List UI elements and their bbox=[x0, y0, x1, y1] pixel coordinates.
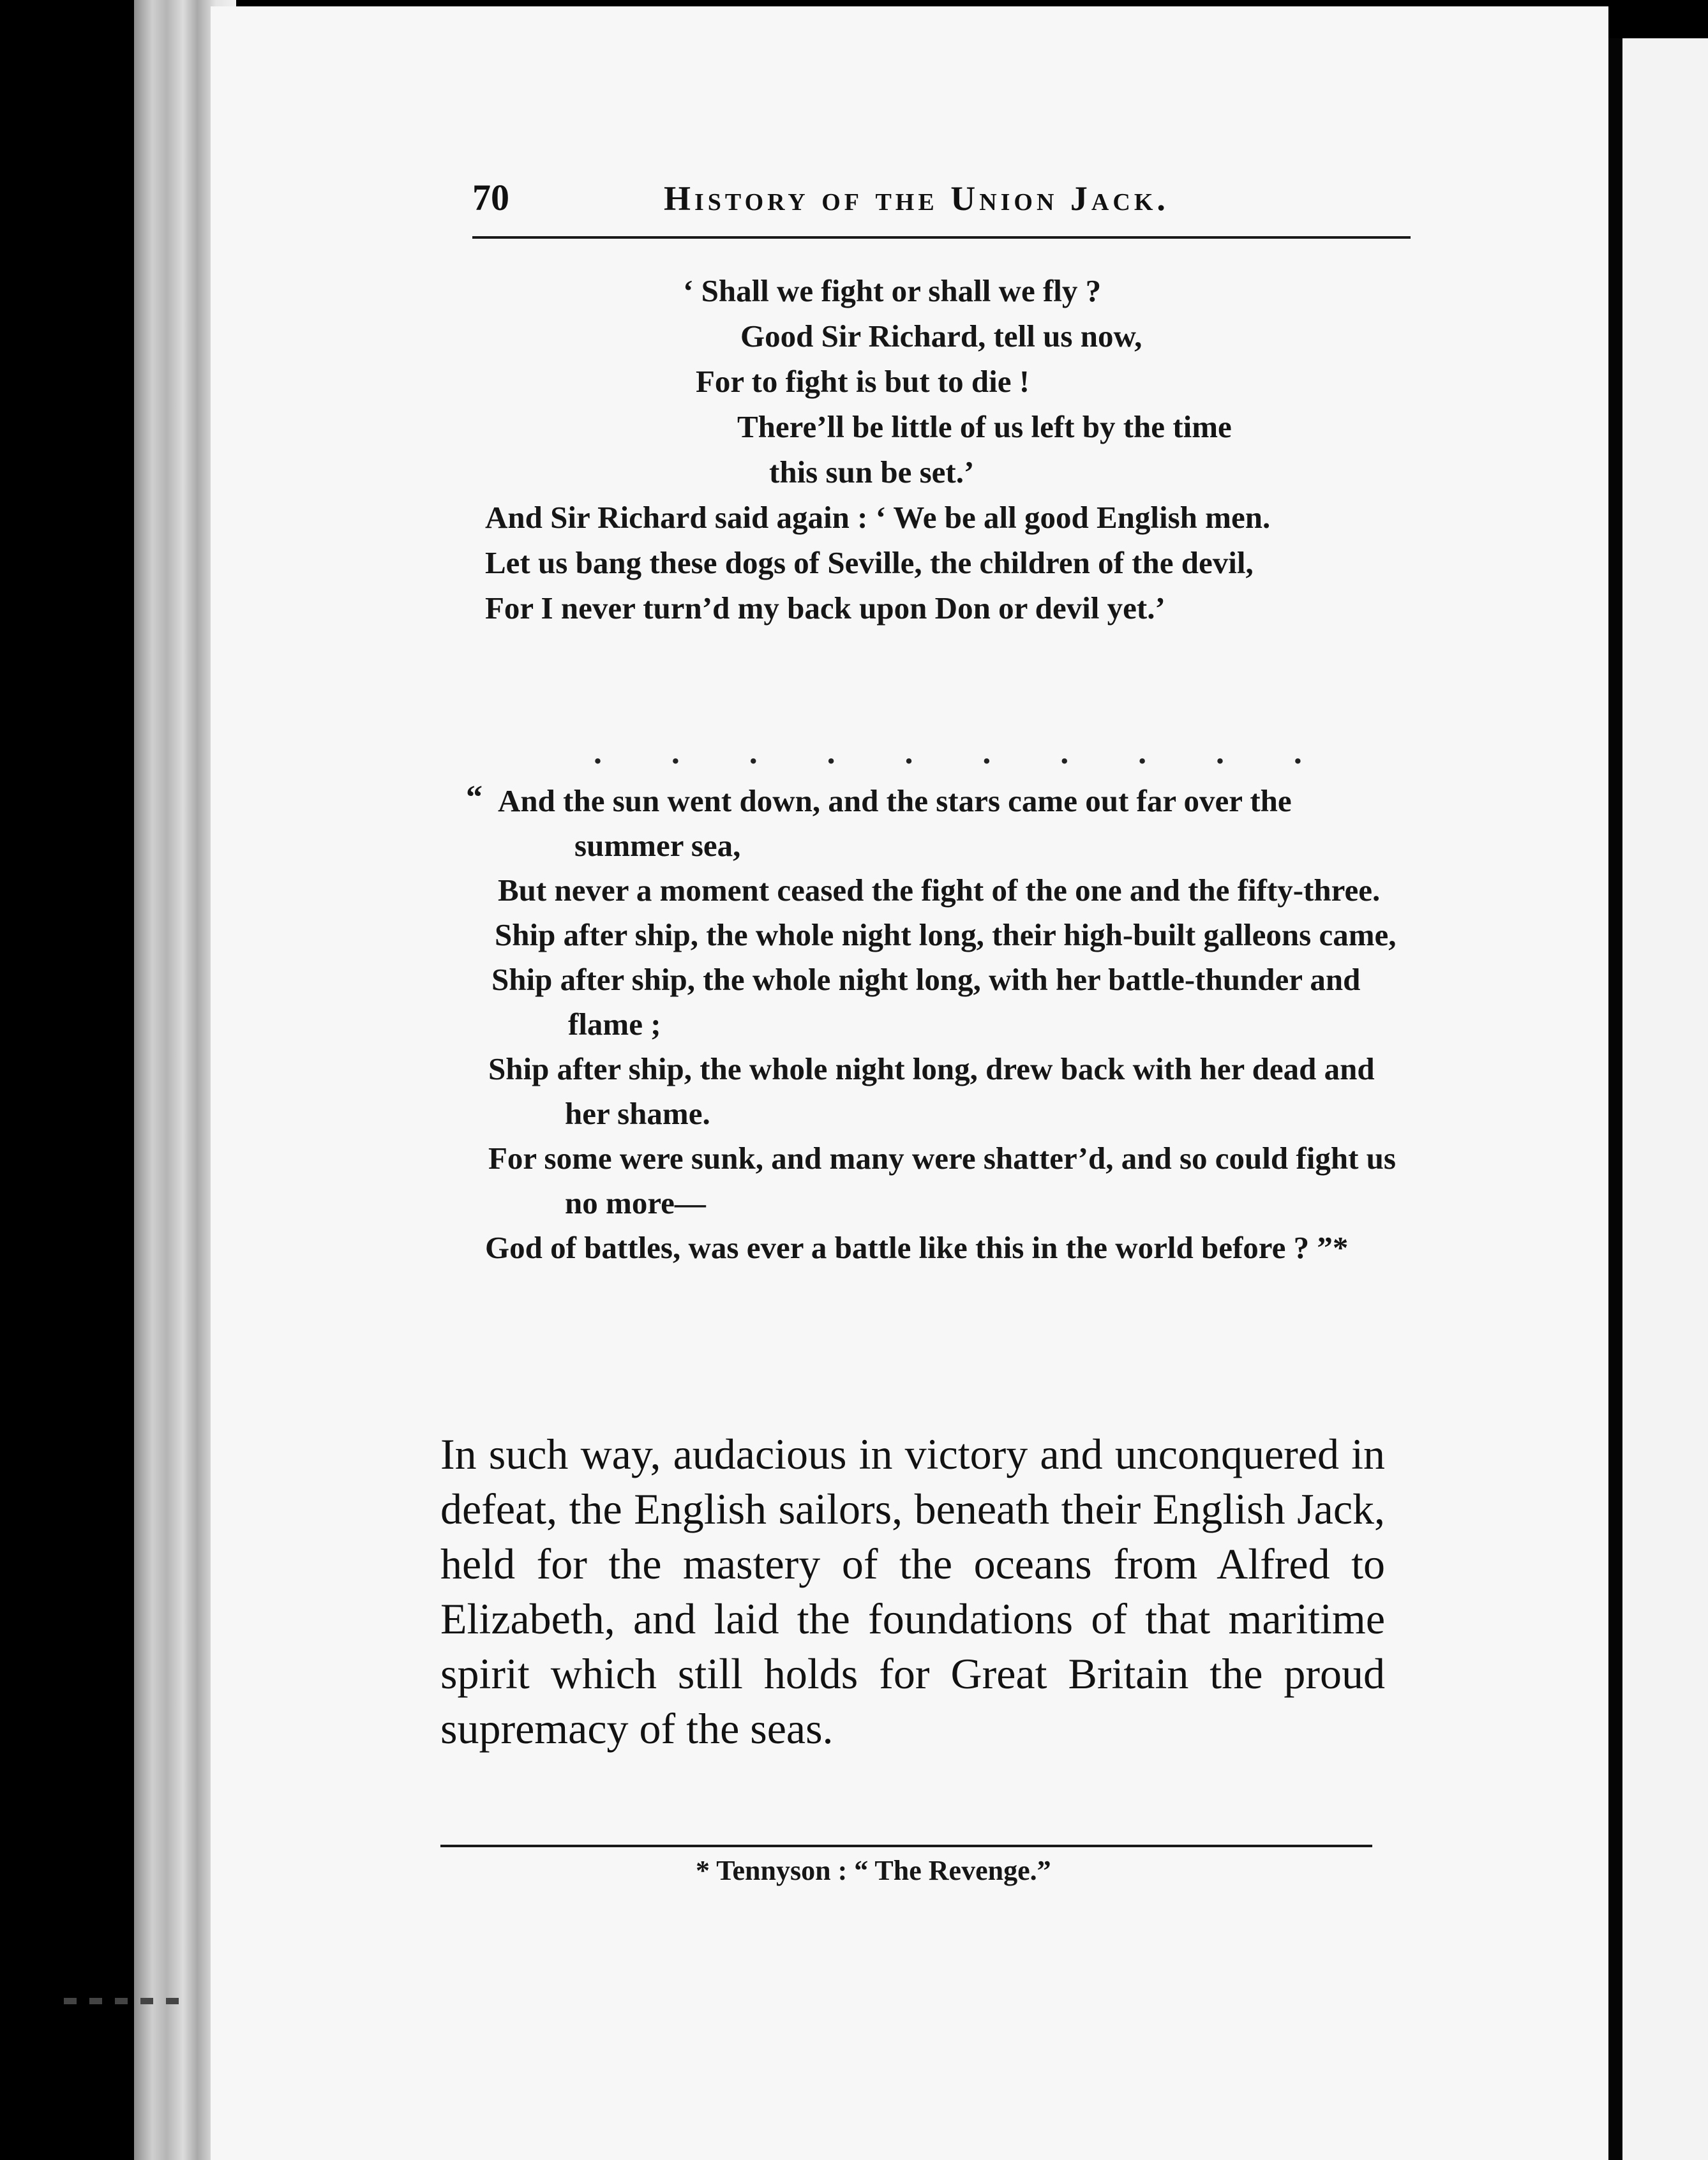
verse-stanza-1 bbox=[485, 268, 1411, 631]
ellipsis-dot: . bbox=[749, 735, 758, 771]
running-title: History of the Union Jack. bbox=[664, 179, 1169, 218]
verse-line: Ship after ship, the whole night long, with her battle-thunder and flame ; bbox=[491, 962, 1361, 1042]
facing-page-edge bbox=[1608, 38, 1708, 2160]
verse-line: But never a moment ceased the fight of the one and the fifty-three. bbox=[498, 873, 1381, 908]
verse-line: Ship after ship, the whole night long, their high-built galleons came, bbox=[495, 917, 1397, 952]
verse-line: There’ll be little of us left by the time bbox=[737, 409, 1232, 444]
ellipsis-dot: . bbox=[982, 735, 991, 771]
verse-line: And the sun went down, and the stars came out far over the summer sea, bbox=[498, 783, 1292, 863]
verse-line: For to fight is but to die ! bbox=[696, 364, 1030, 399]
verse-line: this sun be set.’ bbox=[769, 454, 975, 490]
verse-line: God of battles, was ever a battle like this in the world before ? ”* bbox=[485, 1230, 1349, 1265]
ellipsis-dot: . bbox=[1293, 735, 1302, 771]
page-number: 70 bbox=[472, 177, 509, 218]
scan-artifact bbox=[64, 1998, 179, 2004]
body-paragraph: In such way, audacious in victory and unconquered in defeat, the English sailors, beneath their English Jack, held for the mastery of the oceans from Alfred to Elizabeth, and laid the foundations of that maritime spirit which still holds for Great Britain the proud supremacy of the seas. bbox=[440, 1430, 1385, 1753]
footnote: * Tennyson : “ The Revenge.” bbox=[696, 1855, 1051, 1886]
verse-line: And Sir Richard said again : ‘ We be all good English men. bbox=[485, 500, 1271, 535]
ellipsis-dot: . bbox=[671, 735, 680, 771]
ellipsis-dot: . bbox=[1060, 735, 1069, 771]
verse-line: ‘ Shall we fight or shall we fly ? bbox=[683, 273, 1102, 308]
verse-line: Let us bang these dogs of Seville, the children of the devil, bbox=[485, 545, 1254, 580]
ellipsis-dot: . bbox=[594, 735, 602, 771]
ellipsis-dot: . bbox=[904, 735, 913, 771]
ellipsis-dot: . bbox=[1138, 735, 1147, 771]
verse-stanza-2 bbox=[466, 779, 1398, 1270]
ellipsis-divider bbox=[594, 734, 1302, 772]
opening-quote-mark: “ bbox=[466, 779, 483, 816]
verse-line: Ship after ship, the whole night long, drew back with her dead and her shame. bbox=[488, 1051, 1375, 1131]
footnote-rule bbox=[440, 1845, 1372, 1847]
verse-line: For I never turn’d my back upon Don or devil yet.’ bbox=[485, 590, 1165, 626]
verse-line: For some were sunk, and many were shatter’d, and so could fight us no more— bbox=[488, 1141, 1396, 1220]
ellipsis-dot: . bbox=[1216, 735, 1224, 771]
verse-line: Good Sir Richard, tell us now, bbox=[740, 319, 1142, 354]
ellipsis-dot: . bbox=[827, 735, 835, 771]
page-header bbox=[472, 172, 1411, 239]
